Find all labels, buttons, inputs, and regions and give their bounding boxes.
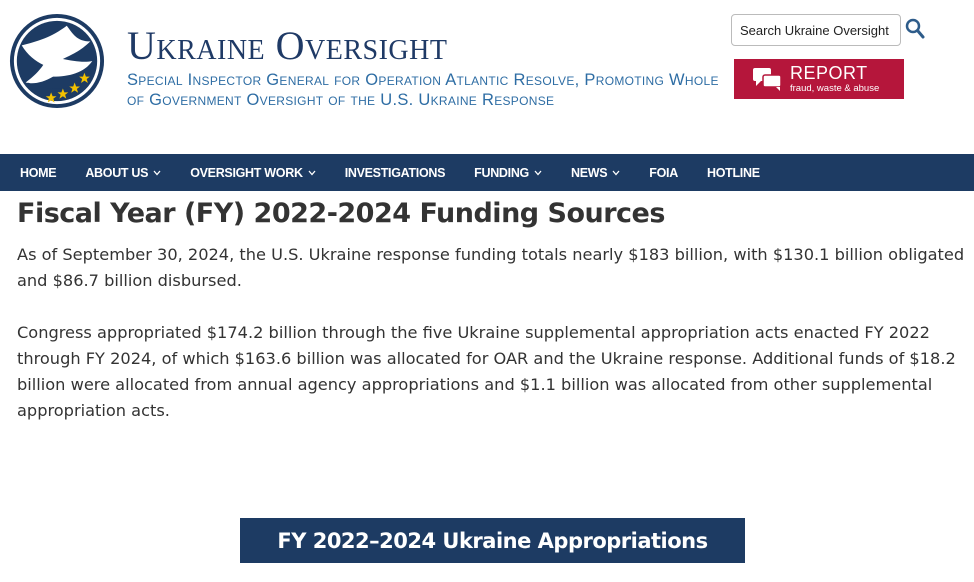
nav-item-oversight-work[interactable] [190,166,315,180]
dove-logo-icon[interactable] [8,12,106,110]
nav-label: FUNDING [474,165,529,180]
nav-label: OVERSIGHT WORK [190,165,303,180]
chevron-down-icon [153,170,161,176]
appropriations-paragraph: Congress appropriated $174.2 billion through the five Ukraine supplemental appropriation acts enacted FY 2022 through FY 2024, of which $163.6 billion was allocated for OAR and the Ukraine response. Additional funds of $18.2 billion were allocated from annual agency appropriations and $1.1 billion was allocated from other supplemental appropriation acts. [17,323,956,420]
site-header [0,0,974,154]
search-icon[interactable] [905,18,925,40]
chevron-down-icon [534,170,542,176]
nav-item-news[interactable] [571,166,620,180]
nav-item-about-us[interactable] [85,166,161,180]
nav-item-funding[interactable] [474,166,542,180]
main-content [17,196,972,424]
section-banner: FY 2022–2024 Ukraine Appropriations [240,518,745,563]
report-sublabel: fraud, waste & abuse [790,83,880,95]
nav-label: HOTLINE [706,165,760,180]
nav-item-investigations[interactable] [345,166,445,180]
report-label: REPORT [790,63,868,84]
site-subtitle: Special Inspector General for Operation Atlantic Resolve, Promoting Whole of Government Oversight of the U.S. Ukraine Response [127,71,719,109]
nav-label: HOME [20,165,57,180]
nav-item-foia[interactable] [649,166,678,180]
nav-item-home[interactable] [20,166,56,180]
funding-summary-paragraph: As of September 30, 2024, the U.S. Ukraine response funding totals nearly $183 billion, with $130.1 billion obligated and $86.7 billion disbursed. [17,245,965,290]
nav-label: FOIA [649,165,678,180]
nav-label: NEWS [570,165,608,180]
page-title: Fiscal Year (FY) 2022-2024 Funding Sources [17,198,665,229]
chevron-down-icon [612,170,620,176]
nav-item-hotline[interactable] [707,166,760,180]
site-title[interactable]: Ukraine Oversight [127,23,448,68]
search-input[interactable]: Search Ukraine Oversight [731,14,901,46]
nav-label: INVESTIGATIONS [344,165,446,180]
nav-label: ABOUT US [85,165,149,180]
chevron-down-icon [308,170,316,176]
report-fraud-button[interactable] [734,59,904,99]
chat-bubbles-icon [752,67,782,91]
main-navigation [0,154,974,191]
